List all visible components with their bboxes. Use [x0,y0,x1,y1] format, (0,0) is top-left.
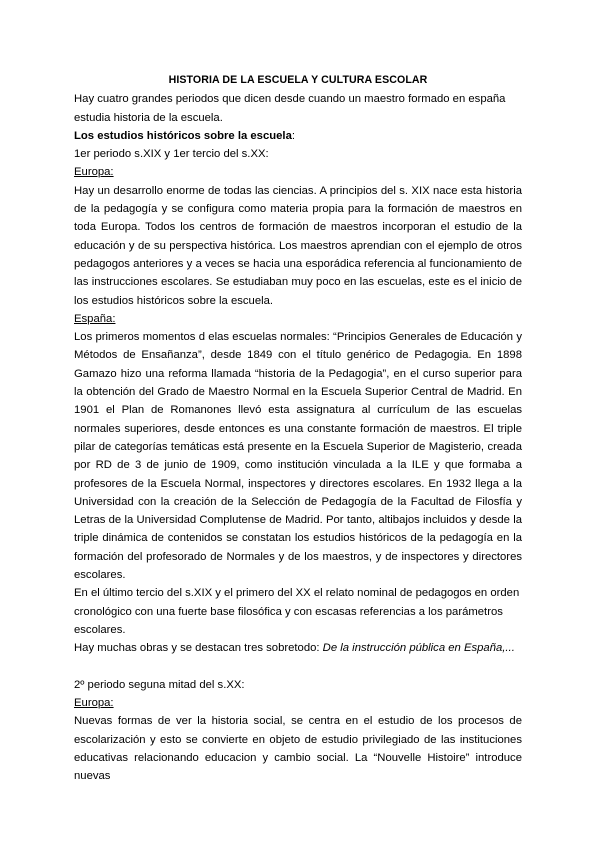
europa-label: Europa: [74,166,114,179]
europa-2-label: Europa: [74,697,114,710]
works-text: Hay muchas obras y se destacan tres sobretodo: [74,642,323,655]
works-paragraph [74,639,522,657]
blank-line [74,658,522,676]
europa-paragraph: Hay un desarrollo enorme de todas las ciencias. A principios del s. XIX nace esta historia de la pedagogía y se configura como materia propia para la formación de maestros en toda Europa. Todos los centros de formación de maestros incorporan el estudio de la educación y de su perspectiva histórica. Los maestros aprendian con el ejemplo de otros pedagogos anteriores y a veces se hacia una esporádica referencia al funcionamiento de las instrucciones escolares. Se estudiaban muy poco en las escuelas, este es el inicio de los estudios históricos sobre la escuela. [74,184,522,307]
period-1-heading: 1er periodo s.XIX y 1er tercio del s.XX: [74,148,269,161]
last-third-paragraph: En el último tercio del s.XIX y el primero del XX el relato nominal de pedagogos en orden cronológico con una fuerte base filosófica y con escasas referencias a los parámetros escolares. [74,587,520,636]
intro-paragraph: Hay cuatro grandes periodos que dicen desde cuando un maestro formado en españa estudia historia de la escuela. [74,93,506,124]
espana-paragraph: Los primeros momentos d elas escuelas normales: “Principios Generales de Educación y Métodos de Ensañanza”, desde 1849 con el título genérico de Pedagogia. En 1898 Gamazo hizo una reforma llamada “historia de la Pedagogia”, en el curso superior para la obtención del Grado de Maestro Normal en la Escuela Superior Central de Madrid. En 1901 el Plan de Romanones llevó esta assignatura al currículum de las escuelas normales superiores, desde entonces es una constante formación de maestros. El triple pilar de categorías temáticas está presente en la Escuela Superior de Magisterio, creada por RD de 3 de junio de 1909, como institución vinculada a la ILE y que formaba a profesores de la Escuela Normal, inspectores y directores escolares. En 1932 llega a la Universidad con la creación de la Selección de Pedagogía de la Facultad de Filosfía y Letras de la Universidad Complutense de Madrid. Por tanto, altibajos incluidos y desde la triple dinámica de contenidos se constatan los estudios históricos de la pedagogía en la formación del profesorado de Normales y de los maestros, y de inspectores y directores escolares. [74,331,522,582]
works-italic-title: De la instrucción pública en España,... [322,642,515,655]
espana-label: España: [74,312,116,325]
section-heading-colon: : [291,129,295,142]
document-page [74,71,522,786]
period-2-heading: 2º periodo seguna mitad del s.XX: [74,678,245,691]
section-heading-text: Los estudios históricos sobre la escuela [74,129,292,142]
section-heading [74,127,522,145]
document-title: HISTORIA DE LA ESCUELA Y CULTURA ESCOLAR [168,74,428,86]
europa-2-paragraph: Nuevas formas de ver la historia social, se centra en el estudio de los procesos de escolarización y esto se convierte en objeto de estudio privilegiado de las instituciones educativas relacionando educacion y cambio social. La “Nouvelle Histoire” introduce nuevas [74,715,522,783]
